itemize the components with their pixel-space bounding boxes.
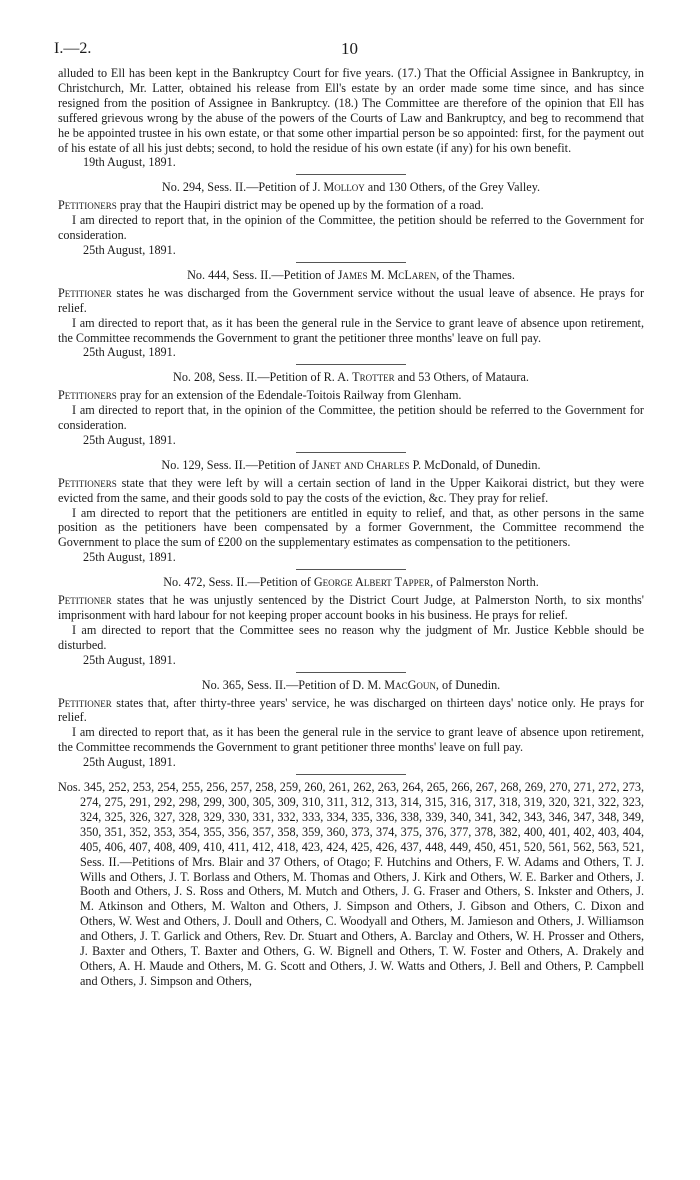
lead-word: Petitioner xyxy=(58,285,112,300)
petition-statement: Petitioner states that, after thirty-three years' service, he was discharged on thirteen days' notice only. He prays for relief. xyxy=(58,695,644,725)
petition-statement: Petitioners pray that the Haupiri district may be opened up by the formation of a road. xyxy=(58,198,484,213)
petitions-list xyxy=(58,174,644,770)
lead-word: Petitioners xyxy=(58,198,117,213)
petition-block xyxy=(58,262,644,360)
section-divider xyxy=(296,569,406,570)
section-divider xyxy=(296,672,406,673)
intro-date: 19th August, 1891. xyxy=(83,155,176,170)
lead-word: Petitioners xyxy=(58,388,117,403)
lead-word: Petitioner xyxy=(58,593,112,608)
petition-statement: Petitioners pray for an extension of the Edendale-Toitois Railway from Glenham. xyxy=(58,388,462,403)
petition-statement: Petitioner states he was discharged from the Government service without the usual leave of absence. He prays for relief. xyxy=(58,285,644,315)
report-date: 25th August, 1891. xyxy=(83,550,176,565)
petitioner-name: MacGoun xyxy=(384,677,436,692)
report-date: 25th August, 1891. xyxy=(83,345,176,360)
report-date: 25th August, 1891. xyxy=(83,242,176,257)
petitioner-name: Molloy xyxy=(323,180,365,195)
section-divider xyxy=(296,452,406,453)
petition-block xyxy=(58,364,644,448)
document-page xyxy=(54,39,644,989)
petitioner-name: Janet and Charles xyxy=(312,457,410,472)
petitioner-name: Trotter xyxy=(352,370,395,385)
report-date: 25th August, 1891. xyxy=(83,432,176,447)
section-divider xyxy=(296,262,406,263)
petition-block xyxy=(58,672,644,770)
grouped-petitions-paragraph: Nos. 345, 252, 253, 254, 255, 256, 257, 258, 259, 260, 261, 262, 263, 264, 265, 266, 267, 268, 269, 270, 271, 272, 273, 274, 275, 291, 292, 298, 299, 300, 305, 309, 310, 311, 312, 313, 314, 315, 316, 317, 318, 319, 320, 321, 322, 323, 324, 325, 326, 327, 328, 329, 330, 331, 332, 333, 334, 335, 336, 338, 339, 340, 341, 342, 343, 346, 347, 348, 349, 350, 351, 352, 353, 354, 355, 356, 357, 358, 359, 360, 373, 374, 375, 376, 377, 378, 382, 400, 401, 402, 403, 404, 405, 406, 407, 408, 409, 410, 411, 412, 418, 423, 424, 425, 426, 437, 448, 449, 450, 451, 520, 561, 562, 563, 521, Sess. II.—Petitions of Mrs. Blair and 37 Others, of Otago; F. Hutchins and Others, F. W. Adams and Others, T. J. Wills and Others, J. T. Borlass and Others, M. Thomas and Others, J. Kirk and Others, W. E. Barker and Others, J. Booth and Others, J. S. Ross and Others, M. Mutch and Others, J. G. Fraser and Others, S. Inkster and Others, J. M. Atkinson and Others, M. Walton and Others, J. Simpson and Others, J. Gibson and Others, C. Dixon and Others, W. West and Others, J. Doull and Others, C. Woodyall and Others, M. Jamieson and Others, J. Williamson and Others, J. T. Garlick and Others, Rev. Dr. Stuart and Others, A. Barclay and Others, W. H. Prosser and Others, J. Baxter and Others, T. Baxter and Others, G. W. Bignell and Others, T. W. Foster and Others, A. Drakely and Others, A. H. Maude and Others, M. G. Scott and Others, J. W. Watts and Others, J. Bell and Others, P. Campbell and Others, J. Simpson and Others, xyxy=(58,780,644,988)
petitioner-name: James M. McLaren xyxy=(337,267,437,282)
committee-report: I am directed to report that, as it has been the general rule in the Service to grant leave of absence upon retirement, the Committee recommends the Government to grant the petitioner three months' leave on full pay. xyxy=(58,315,644,345)
report-date: 25th August, 1891. xyxy=(83,755,176,770)
petition-title: No. 444, Sess. II.—Petition of James M. McLaren, of the Thames. xyxy=(187,267,515,282)
page-header xyxy=(54,39,644,66)
section-divider xyxy=(296,174,406,175)
section-divider xyxy=(296,774,406,775)
lead-word: Petitioners xyxy=(58,475,117,490)
committee-report: I am directed to report that, as it has been the general rule in the service to grant leave of absence upon retirement, the Committee recommends the Government to grant petitioner three months' leave on full pay. xyxy=(58,725,644,755)
petitioner-name: George Albert Tapper xyxy=(313,575,431,590)
page-number: 10 xyxy=(341,39,358,58)
petition-title: No. 208, Sess. II.—Petition of R. A. Trotter and 53 Others, of Mataura. xyxy=(173,370,529,385)
petition-title: No. 365, Sess. II.—Petition of D. M. MacGoun, of Dunedin. xyxy=(201,677,501,692)
petition-title: No. 129, Sess. II.—Petition of Janet and Charles P. McDonald, of Dunedin. xyxy=(161,457,541,472)
committee-report: I am directed to report that the petitioners are entitled in equity to relief, and that, as other persons in the same position as the petitioners have been compensated by a former Government, the Committee recommend the Government to place the sum of £200 on the supplementary estimates as compensation to the petitioners. xyxy=(58,505,644,550)
lead-word: Petitioner xyxy=(58,695,112,710)
petition-block xyxy=(58,569,644,667)
petition-statement: Petitioners state that they were left by will a certain section of land in the Upper Kaikorai district, but they were evicted from the same, and their goods sold to pay the costs of the eviction, &c. They pray for relief. xyxy=(58,475,644,505)
petition-title: No. 294, Sess. II.—Petition of J. Molloy and 130 Others, of the Grey Valley. xyxy=(161,180,541,195)
committee-report: I am directed to report that, in the opinion of the Committee, the petition should be referred to the Government for consideration. xyxy=(58,403,644,433)
section-divider xyxy=(296,364,406,365)
petition-block xyxy=(58,174,644,258)
petition-statement: Petitioner states that he was unjustly sentenced by the District Court Judge, at Palmerston North, to six months' imprisonment with hard labour for not keeping proper account books in his business. He prays for relief. xyxy=(58,593,644,622)
committee-report: I am directed to report that the Committee sees no reason why the judgment of Mr. Justice Kebble should be disturbed. xyxy=(58,622,644,652)
report-date: 25th August, 1891. xyxy=(83,652,176,667)
committee-report: I am directed to report that, in the opinion of the Committee, the petition should be referred to the Government for consideration. xyxy=(58,213,644,243)
petition-block xyxy=(58,452,644,565)
document-reference: I.—2. xyxy=(54,40,92,57)
petition-title: No. 472, Sess. II.—Petition of George Albert Tapper, of Palmerston North. xyxy=(163,575,539,590)
intro-paragraph: alluded to Ell has been kept in the Bankruptcy Court for five years. (17.) That the Official Assignee in Bankruptcy, in Christchurch, Mr. Latter, obtained his release from Ell's estate by an order made some time since, and has since resigned from the position of Assignee in Bankruptcy. (18.) The Committee are therefore of the opinion that Ell has suffered grievous wrong by the abuse of the powers of the Courts of Law and Bankruptcy, and beg to recommend that he be appointed trustee in his own estate, or that some other impartial person be so appointed: first, for the payment out of his estate of all his just debts; second, to hold the residue of his own estate (if any) for his own benefit. xyxy=(58,66,644,155)
